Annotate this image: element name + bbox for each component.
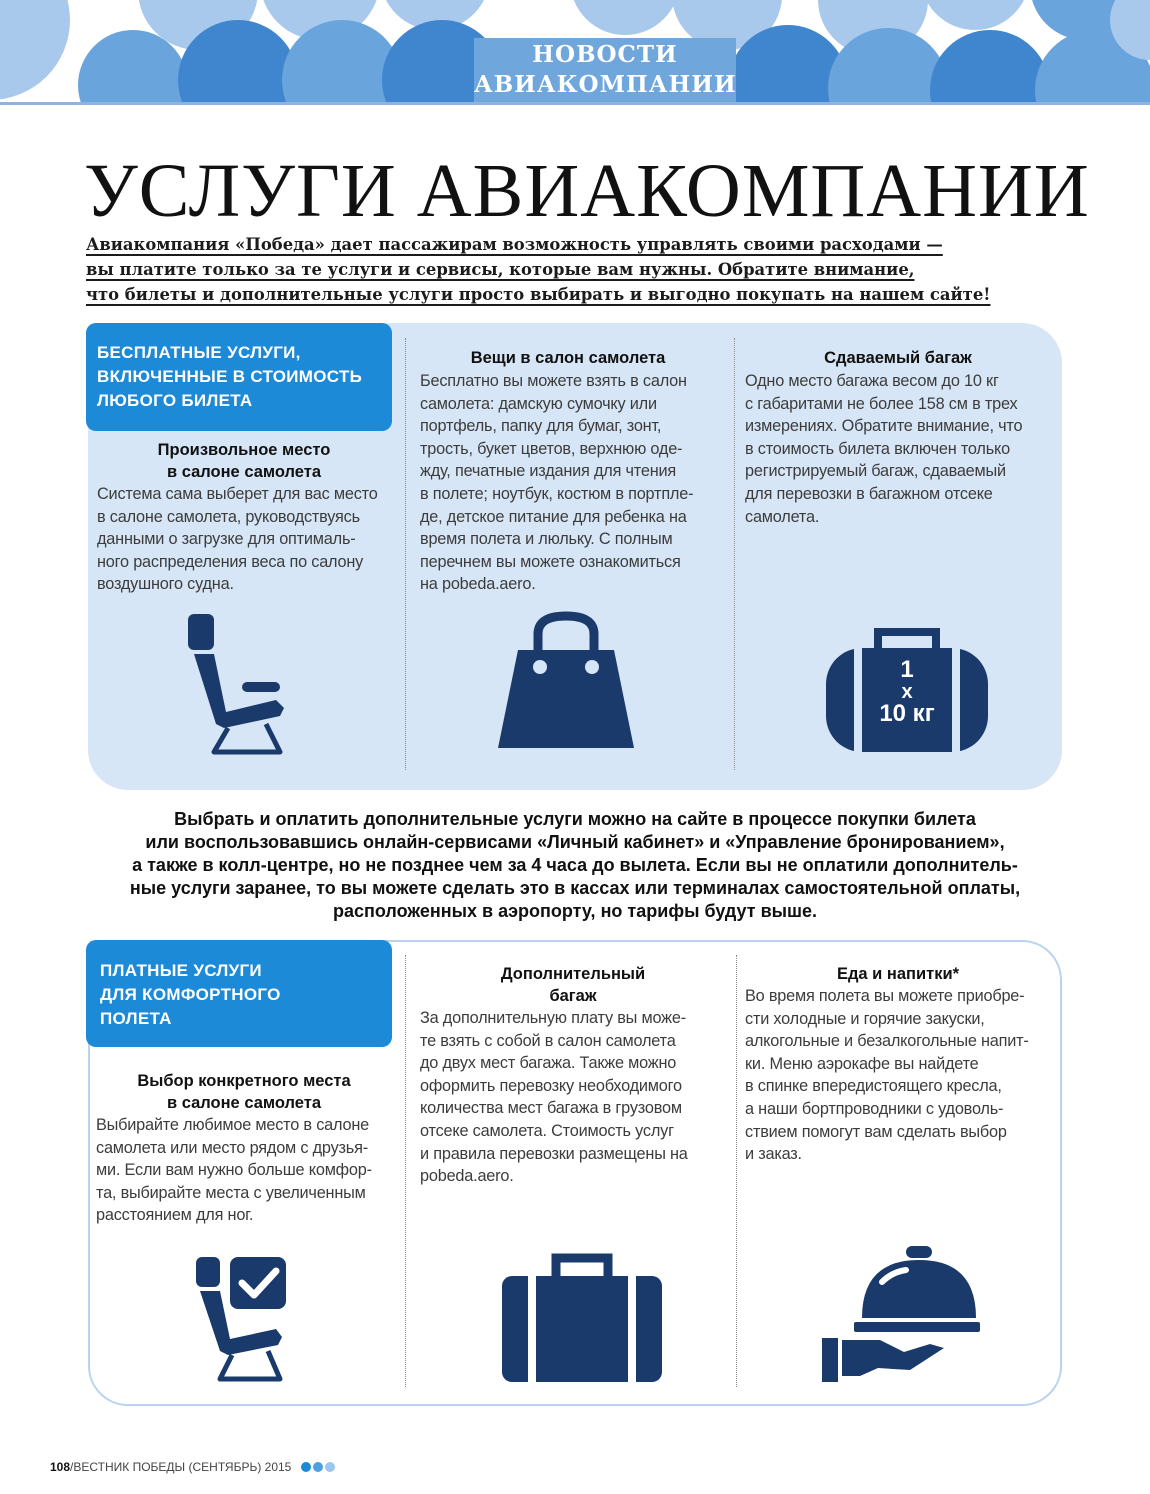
tag-line: ВКЛЮЧЕННЫЕ В СТОИМОСТЬ: [97, 367, 363, 386]
column-divider: [736, 955, 737, 1387]
page-number: 108: [50, 1460, 71, 1474]
header-rule: [0, 102, 1150, 105]
intro-line: вы платите только за те услуги и сервисы, которые вам нужны. Обратите внимание,: [86, 260, 915, 279]
tag-line: ПЛАТНЫЕ УСЛУГИ: [100, 961, 262, 980]
seat-selection-body: Выбирайте любимое место в салоне самолета или место рядом с друзья- ми. Если вам нужно больше комфор- та, выбирайте места с увеличенным расстоянием для ног.: [96, 1116, 372, 1225]
tag-line: ЛЮБОГО БИЛЕТА: [97, 391, 253, 410]
intro-line: Авиакомпания «Победа» дает пассажирам возможность управлять своими расходами —: [86, 235, 943, 254]
decor-dot: [313, 1462, 323, 1472]
checked-baggage-title: Сдаваемый багаж: [824, 349, 972, 367]
suitcase-weight-label: 1 x 10 кг: [879, 656, 935, 727]
handbag-icon: [496, 610, 636, 752]
column-divider: [405, 955, 406, 1387]
food-drinks-title: Еда и напитки*: [836, 965, 960, 983]
free-services-tag: [86, 323, 392, 431]
decor-circle: [920, 0, 1030, 30]
briefcase-icon: [502, 1250, 662, 1382]
page-title: УСЛУГИ АВИАКОМПАНИИ: [84, 149, 1090, 233]
seat-selection-title: Выбор конкретного места в салоне самолета: [137, 1072, 351, 1112]
decor-circle: [0, 0, 70, 100]
tag-line: БЕСПЛАТНЫЕ УСЛУГИ,: [97, 343, 301, 362]
food-cloche-icon: [820, 1244, 982, 1388]
intro-text: [86, 232, 1026, 307]
seat-select-icon: [194, 1253, 294, 1383]
checked-baggage-body: Одно место багажа весом до 10 кг с габаритами не более 158 см в трех измерениях. Обратите внимание, что в стоимость билета включен только регистрируемый багаж, сдаваемый для перевозки в багажном отсеке самолета.: [745, 372, 1023, 526]
section-label-line2: АВИАКОМПАНИИ: [474, 71, 737, 98]
free-seat-title: Произвольное место в салоне самолета: [157, 441, 331, 481]
column-divider: [405, 338, 406, 770]
publication-info: /ВЕСТНИК ПОБЕДЫ (СЕНТЯБРЬ) 2015: [70, 1460, 292, 1474]
decor-circle: [570, 0, 680, 35]
decor-circle: [930, 30, 1050, 102]
tag-line: ПОЛЕТА: [100, 1009, 172, 1028]
airplane-seat-icon: [180, 612, 290, 757]
purchase-info-text: Выбрать и оплатить дополнительные услуги можно на сайте в процессе покупки билета или воспользовавшись онлайн-сервисами «Личный кабинет» и «Управление бронированием», а также в колл-центре, но не позднее чем за 4 часа до вылета. Если вы не оплатили дополнитель- ные услуги заранее, то вы можете сделать это в кассах или терминалах самостоятельной оплаты, расположенных в аэропорту, но тарифы будут выше.: [129, 809, 1021, 921]
extra-baggage-title: Дополнительный багаж: [500, 965, 646, 1005]
section-label: [474, 38, 736, 102]
free-seat-body: Система сама выберет для вас место в салоне самолета, руководствуясь данными о загрузке для оптималь- ного распределения веса по салону воздушного судна.: [97, 485, 378, 594]
tag-line: ДЛЯ КОМФОРТНОГО: [100, 985, 281, 1004]
food-drinks-body: Во время полета вы можете приобре- сти холодные и горячие закуски, алкогольные и безалкогольные напит- ки. Меню аэрокафе вы найдете в спинке впередистоящего кресла, а наши бортпроводники с удоволь- ствием помогут вам сделать выбор и заказ.: [745, 987, 1029, 1164]
extra-baggage-body: За дополнительную плату вы може- те взять с собой в салон самолета до двух мест багажа. Также можно оформить перевозку необходимого количества мест багажа в грузовом отсеке самолета. Стоимость услуг и правила перевозки размещены на pobeda.aero.: [420, 1009, 688, 1186]
page-footer: [50, 1460, 335, 1474]
cabin-items-body: Бесплатно вы можете взять в салон самолета: дамскую сумочку или портфель, папку для бумаг, зонт, трость, букет цветов, верхнюю оде- жду, печатные издания для чтения в полете; ноутбук, костюм в портпле- де, детское питание для ребенка на время полета и люльку. С полным перечнем вы можете ознакомиться на pobeda.aero.: [420, 372, 694, 594]
section-label-line1: НОВОСТИ: [532, 41, 678, 68]
intro-line: что билеты и дополнительные услуги просто выбирать и выгодно покупать на нашем сайте!: [86, 285, 991, 304]
paid-services-tag: [86, 940, 392, 1047]
decor-dot: [301, 1462, 311, 1472]
column-divider: [734, 338, 735, 770]
cabin-items-title: Вещи в салон самолета: [470, 349, 666, 367]
decor-dot: [325, 1462, 335, 1472]
suitcase-icon: [826, 626, 988, 752]
